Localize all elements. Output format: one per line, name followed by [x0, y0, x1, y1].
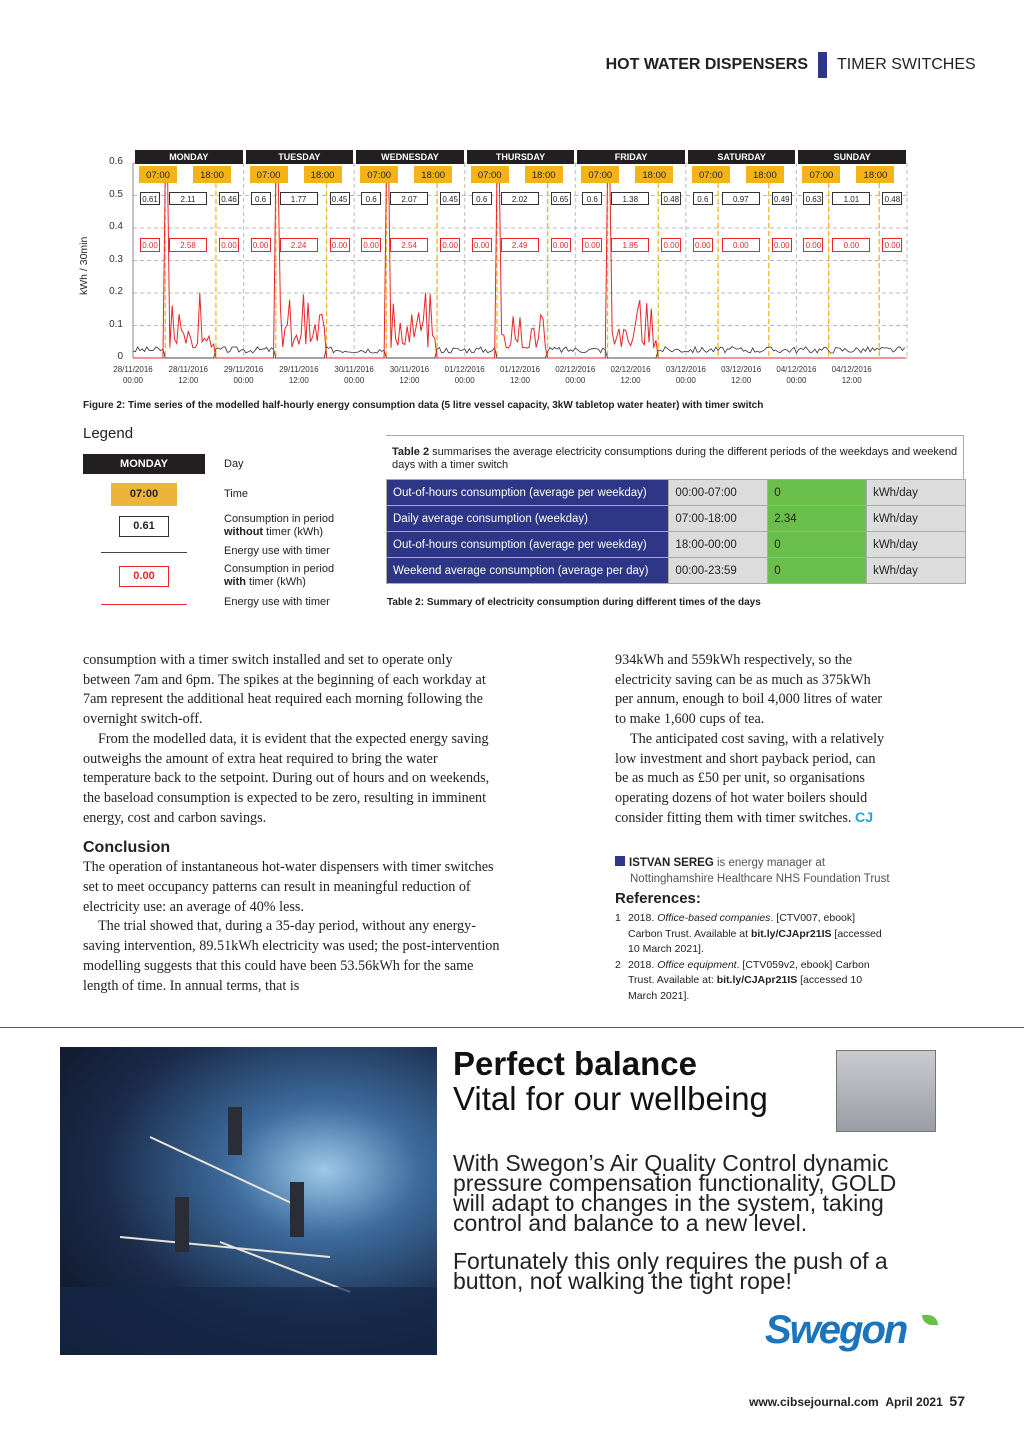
legend-day-label: Day — [224, 458, 244, 470]
day-header: TUESDAY — [246, 150, 354, 164]
table-cell: 0 — [768, 558, 867, 584]
without-timer-value: 0.49 — [772, 192, 792, 205]
x-tick-label: 28/11/2016 00:00 — [113, 365, 153, 385]
with-timer-value: 0.00 — [219, 238, 239, 252]
day-header: THURSDAY — [467, 150, 575, 164]
table-cell: 0 — [768, 480, 867, 506]
with-timer-value: 2.54 — [390, 238, 428, 252]
swegon-logo: Swegon — [765, 1308, 907, 1352]
table-cell: kWh/day — [867, 558, 966, 584]
on-time-box: 07:00 — [471, 166, 509, 183]
reference-item: 2 2018. Office equipment. [CTV059v2, ebook] Carbon Trust. Available at: bit.ly/CJApr21IS [accessed 10 March 2021]. — [615, 958, 870, 1002]
legend-without-swatch: 0.61 — [119, 516, 169, 537]
with-timer-value: 2.24 — [280, 238, 318, 252]
paragraph: 934kWh and 559kWh respectively, so the electricity saving can be as much as 375kWh per annum, enough to boil 4,000 litres of water to make 1,600 cups of tea. — [615, 652, 883, 728]
paragraph: The trial showed that, during a 35-day period, without any energy-saving intervention, 89.51kWh electricity was used; the post-intervention modelling suggests that this could have been 53.56kWh for the same length of time. In annual terms, that is — [83, 918, 500, 994]
table-cell: Weekend average consumption (average per day) — [387, 558, 669, 584]
off-time-box: 18:00 — [304, 166, 342, 183]
legend-time-swatch: 07:00 — [111, 483, 177, 506]
y-tick-label: 0.1 — [109, 318, 123, 330]
with-timer-value: 0.00 — [251, 238, 271, 252]
legend-black-line — [101, 552, 187, 553]
table-row — [387, 558, 966, 584]
with-timer-value: 2.49 — [501, 238, 539, 252]
with-timer-value: 0.00 — [582, 238, 602, 252]
y-tick-label: 0 — [117, 351, 123, 362]
y-tick-label: 0.6 — [109, 156, 123, 167]
table2-intro: Table 2 summarises the average electricity consumptions during the different periods of the weekdays and weekend days with a timer switch — [386, 435, 964, 479]
table-row — [387, 532, 966, 558]
off-time-box: 18:00 — [635, 166, 673, 183]
with-timer-value: 0.00 — [722, 238, 760, 252]
table-cell: 18:00-00:00 — [669, 532, 768, 558]
legend-day-swatch: MONDAY — [83, 454, 205, 474]
ad-body-1: With Swegon’s Air Quality Control dynamic pressure compensation functionality, GOLD will adapt to changes in the system, taking control and balance to a new level. — [453, 1150, 897, 1236]
day-header: FRIDAY — [577, 150, 685, 164]
without-timer-value: 0.97 — [722, 192, 760, 205]
legend-line2-label: Energy use with timer — [224, 596, 330, 608]
paragraph: consumption with a timer switch installed and set to operate only between 7am and 6pm. The spikes at the beginning of each workday at 7am represent the additional heat required each morning following the overnight switch-off. — [83, 652, 486, 728]
author-bio: ISTVAN SEREG is energy manager at Nottinghamshire Healthcare NHS Foundation Trust — [615, 855, 905, 887]
with-timer-value: 0.00 — [832, 238, 870, 252]
x-tick-label: 28/11/2016 12:00 — [168, 365, 208, 385]
without-timer-value: 0.6 — [472, 192, 492, 205]
on-time-box: 07:00 — [802, 166, 840, 183]
table-row — [387, 506, 966, 532]
y-axis-label: kWh / 30min — [78, 236, 90, 295]
without-timer-value: 0.48 — [661, 192, 681, 205]
x-tick-label: 30/11/2016 00:00 — [334, 365, 374, 385]
x-tick-label: 29/11/2016 00:00 — [223, 365, 264, 385]
table2-caption: Table 2: Summary of electricity consumption during different times of the days — [387, 597, 761, 608]
with-timer-value: 0.00 — [140, 238, 160, 252]
without-timer-value: 2.11 — [169, 192, 207, 205]
on-time-box: 07:00 — [250, 166, 288, 183]
with-timer-value: 1.85 — [611, 238, 649, 252]
with-timer-value: 0.00 — [551, 238, 571, 252]
with-timer-value: 0.00 — [772, 238, 792, 252]
with-timer-value: 0.00 — [330, 238, 350, 252]
ad-headline: Perfect balance — [453, 1045, 697, 1082]
on-time-box: 07:00 — [581, 166, 619, 183]
x-tick-label: 30/11/2016 12:00 — [389, 365, 430, 385]
x-tick-label: 01/12/2016 12:00 — [499, 365, 541, 385]
table-cell: 00:00-23:59 — [669, 558, 768, 584]
table-cell: 2.34 — [768, 506, 867, 532]
day-header: WEDNESDAY — [356, 150, 464, 164]
with-timer-value: 0.00 — [803, 238, 823, 252]
page-number: 57 — [949, 1393, 965, 1409]
paragraph: From the modelled data, it is evident that the expected energy saving outweighs the amount of extra heat required to bring the water temperature back to the setpoint. During out of hours and on weekends, the baseload consumption is expected to be zero, resulting in imminent energy, cost and carbon savings. — [83, 730, 490, 826]
legend-time-label: Time — [224, 488, 249, 500]
legend-with-swatch: 0.00 — [119, 566, 169, 587]
off-time-box: 18:00 — [414, 166, 452, 183]
plot-area — [0, 0, 1024, 420]
footer-url[interactable]: www.cibsejournal.com — [749, 1395, 879, 1409]
x-tick-label: 02/12/2016 12:00 — [610, 365, 651, 385]
off-time-box: 18:00 — [856, 166, 894, 183]
figure-caption: Figure 2: Time series of the modelled half-hourly energy consumption data (5 litre vessel capacity, 3kW tabletop water heater) with timer switch — [83, 400, 764, 411]
x-tick-label: 04/12/2016 00:00 — [776, 365, 817, 385]
with-timer-value: 0.00 — [882, 238, 902, 252]
swegon-leaf-icon — [922, 1315, 938, 1325]
y-tick-label: 0.2 — [109, 286, 123, 297]
day-header: SATURDAY — [688, 150, 796, 164]
off-time-box: 18:00 — [193, 166, 231, 183]
table-cell: kWh/day — [867, 532, 966, 558]
legend-line1-label: Energy use with timer — [224, 545, 330, 557]
without-timer-value: 0.45 — [330, 192, 350, 205]
off-time-box: 18:00 — [525, 166, 563, 183]
on-time-box: 07:00 — [360, 166, 398, 183]
ad-photo-tightrope-walkers — [60, 1047, 437, 1355]
legend-title: Legend — [83, 425, 134, 442]
table-cell: Out-of-hours consumption (average per weekday) — [387, 532, 669, 558]
table-cell: Daily average consumption (weekday) — [387, 506, 669, 532]
left-column — [83, 651, 503, 996]
ad-body-2: Fortunately this only requires the push of a button, not walking the tight rope! — [453, 1248, 888, 1294]
without-timer-value: 0.65 — [551, 192, 571, 205]
x-tick-label: 03/12/2016 12:00 — [721, 365, 762, 385]
table-row — [387, 480, 966, 506]
reference-item: 1 2018. Office-based companies. [CTV007, ebook] Carbon Trust. Available at bit.ly/CJApr21IS [accessed 10 March 2021]. — [615, 912, 882, 955]
with-timer-value: 0.00 — [440, 238, 460, 252]
without-timer-value: 1.38 — [611, 192, 649, 205]
on-time-box: 07:00 — [692, 166, 730, 183]
table-cell: kWh/day — [867, 506, 966, 532]
divider — [0, 1027, 1024, 1028]
day-header: SUNDAY — [798, 150, 906, 164]
legend-with-label: Consumption in period with timer (kWh) — [224, 563, 335, 588]
without-timer-value: 0.6 — [361, 192, 381, 205]
without-timer-value: 0.48 — [882, 192, 902, 205]
without-timer-value: 2.07 — [390, 192, 428, 205]
with-timer-value: 0.00 — [693, 238, 713, 252]
with-timer-value: 0.00 — [361, 238, 381, 252]
reference-link[interactable]: bit.ly/CJApr21IS — [750, 927, 832, 940]
x-tick-label: 03/12/2016 00:00 — [665, 365, 706, 385]
with-timer-value: 0.00 — [472, 238, 492, 252]
y-tick-label: 0.5 — [109, 188, 123, 200]
figure-2-chart — [0, 0, 1024, 420]
without-timer-value: 0.63 — [803, 192, 823, 205]
paragraph: The operation of instantaneous hot-water dispensers with timer switches set to meet occupancy patterns can result in meaningful reduction of electricity use: an average of 40% less. — [83, 859, 494, 915]
legend-red-line — [101, 604, 187, 605]
conclusion-heading: Conclusion — [83, 839, 171, 857]
on-time-box: 07:00 — [139, 166, 177, 183]
series-energy-without-timer — [133, 347, 905, 358]
ad-product-ahu-unit — [836, 1050, 936, 1132]
without-timer-value: 1.77 — [280, 192, 318, 205]
footer: www.cibsejournal.com April 2021 57 — [749, 1393, 965, 1409]
day-header: MONDAY — [135, 150, 243, 164]
off-time-box: 18:00 — [746, 166, 784, 183]
y-tick-label: 0.4 — [109, 221, 123, 232]
x-tick-label: 01/12/2016 00:00 — [444, 365, 485, 385]
table-cell: Out-of-hours consumption (average per weekday) — [387, 480, 669, 506]
without-timer-value: 0.6 — [582, 192, 602, 205]
right-column — [615, 651, 890, 828]
without-timer-value: 0.45 — [440, 192, 460, 205]
reference-link[interactable]: bit.ly/CJApr21IS — [716, 974, 798, 986]
bio-square-icon — [615, 856, 625, 866]
x-tick-label: 29/11/2016 12:00 — [279, 365, 319, 385]
references-heading: References: — [615, 890, 701, 907]
legend-without-label: Consumption in period without timer (kWh) — [224, 513, 335, 538]
without-timer-value: 0.6 — [251, 192, 271, 205]
subsection-title: TIMER SWITCHES — [837, 56, 976, 73]
without-timer-value: 0.46 — [219, 192, 239, 205]
y-tick-label: 0.3 — [109, 253, 123, 265]
with-timer-value: 2.58 — [169, 238, 207, 252]
section-title: HOT WATER DISPENSERS — [605, 56, 808, 73]
without-timer-value: 0.61 — [140, 192, 160, 205]
table-2 — [386, 479, 966, 584]
paragraph: The anticipated cost saving, with a relatively low investment and short payback period, can be as much as £50 per unit, so organisations operating dozens of hot water boilers should consider fitting them with timer switches. CJ — [615, 730, 885, 826]
without-timer-value: 0.6 — [693, 192, 713, 205]
references-list — [615, 911, 885, 1004]
without-timer-value: 2.02 — [501, 192, 539, 205]
ad-subhead: Vital for our wellbeing — [453, 1080, 768, 1117]
table-cell: 07:00-18:00 — [669, 506, 768, 532]
without-timer-value: 1.01 — [832, 192, 870, 205]
with-timer-value: 0.00 — [661, 238, 681, 252]
table-cell: kWh/day — [867, 480, 966, 506]
table-cell: 0 — [768, 532, 867, 558]
table-cell: 00:00-07:00 — [669, 480, 768, 506]
end-mark: CJ — [854, 809, 874, 826]
x-tick-label: 04/12/2016 12:00 — [831, 365, 872, 385]
x-tick-label: 02/12/2016 00:00 — [555, 365, 596, 385]
